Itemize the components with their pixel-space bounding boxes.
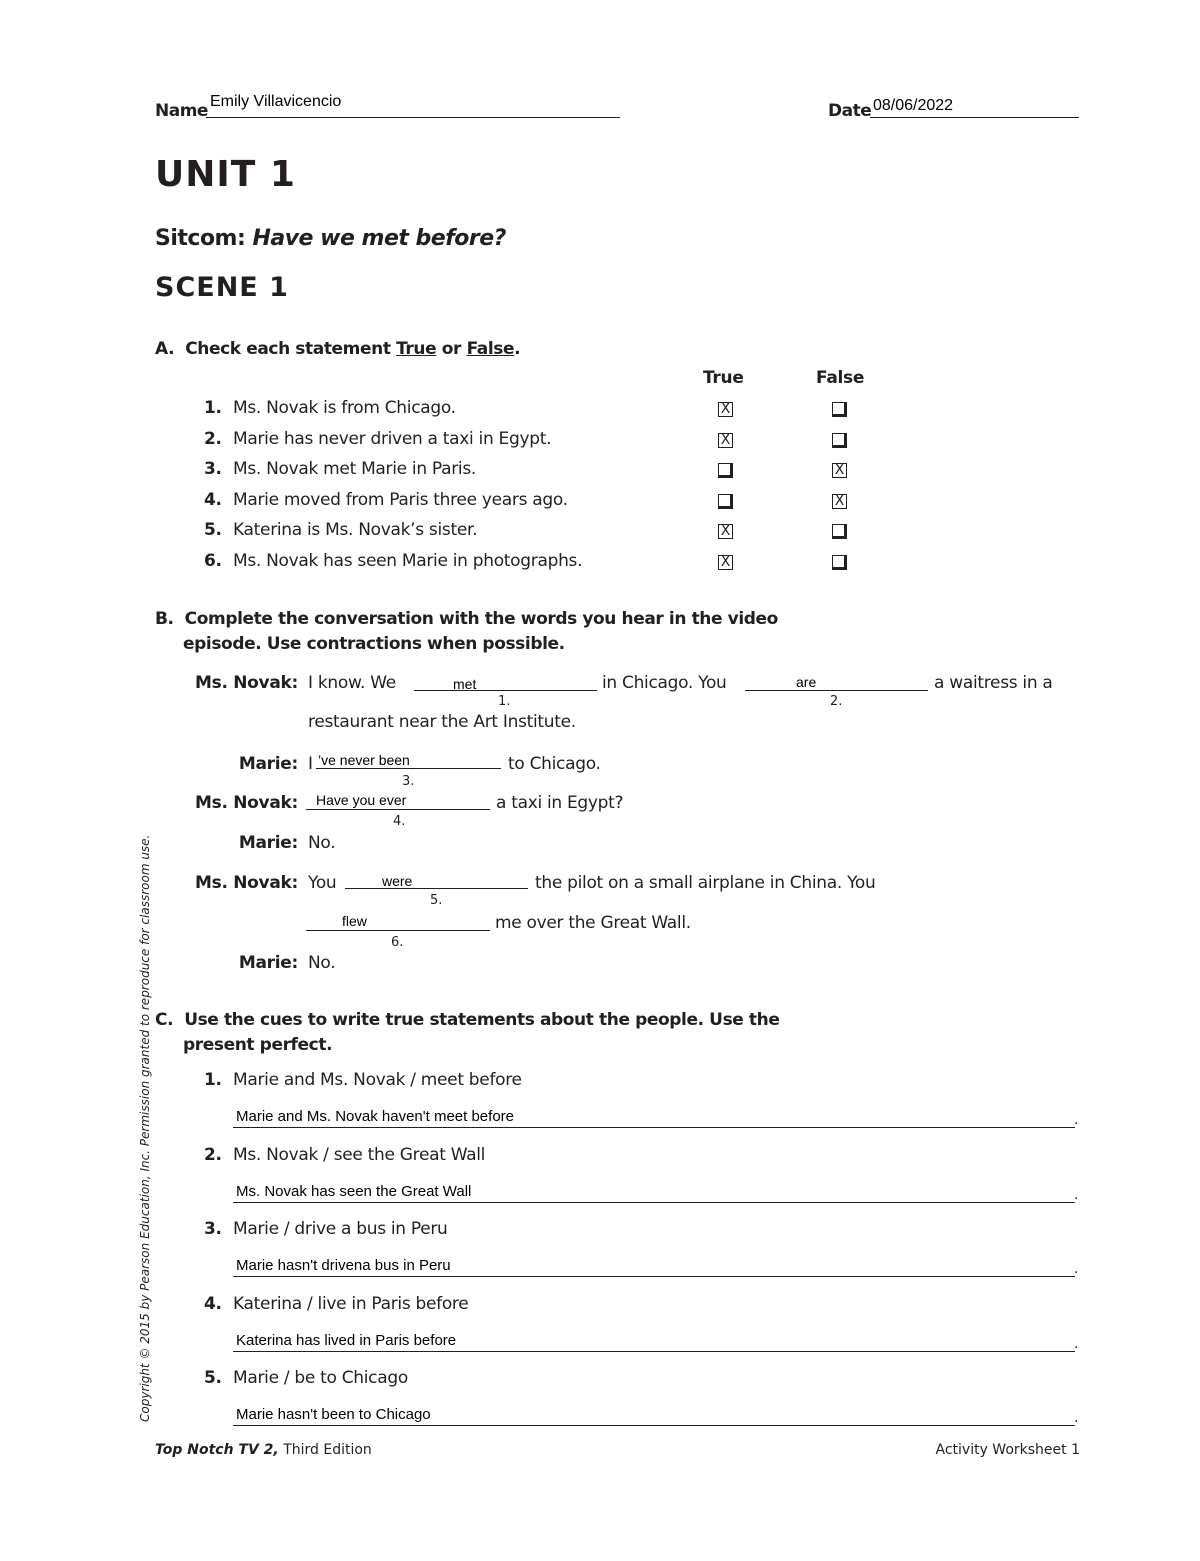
conv-line3-b: to Chicago.: [508, 754, 601, 774]
statement-number: 3.: [204, 459, 222, 479]
cue-text: Marie / drive a bus in Peru: [233, 1219, 448, 1239]
answer-text[interactable]: Marie hasn't drivena bus in Peru: [236, 1257, 451, 1274]
conv-line4-b: a taxi in Egypt?: [496, 793, 624, 813]
cue-text: Marie and Ms. Novak / meet before: [233, 1070, 522, 1090]
true-checkbox[interactable]: X: [718, 402, 733, 417]
blank-3-answer[interactable]: ’ve never been: [318, 752, 410, 768]
section-b-instr-line1: Complete the conversation with the words you hear in the video: [184, 609, 778, 629]
answer-period: .: [1074, 1112, 1079, 1128]
true-checkbox[interactable]: [718, 494, 733, 509]
speaker-marie: Marie:: [238, 833, 298, 853]
statement-text: Ms. Novak is from Chicago.: [233, 398, 456, 418]
statement-text: Ms. Novak has seen Marie in photographs.: [233, 550, 583, 571]
cue-number: 4.: [204, 1293, 222, 1314]
conv-line8: No.: [308, 953, 336, 973]
date-underline: [870, 117, 1079, 118]
true-checkbox[interactable]: X: [718, 433, 733, 448]
conv-line6-a: You: [308, 873, 337, 893]
blank-6-line: [306, 930, 490, 931]
section-a-or-word: or: [441, 339, 462, 359]
conv-line3-a: I: [308, 754, 313, 774]
false-checkbox[interactable]: [832, 402, 847, 417]
answer-line: [233, 1351, 1075, 1352]
answer-line: [233, 1202, 1075, 1203]
column-header-true: True: [703, 368, 744, 388]
true-checkbox[interactable]: X: [718, 555, 733, 570]
section-a-false-word: False: [466, 339, 515, 359]
section-c-instr-line2: present perfect.: [183, 1035, 333, 1055]
speaker-novak: Ms. Novak:: [195, 673, 298, 693]
speaker-marie: Marie:: [238, 953, 298, 973]
answer-line: [233, 1127, 1075, 1128]
answer-text[interactable]: Marie and Ms. Novak haven't meet before: [236, 1108, 514, 1125]
section-a-true-word: True: [396, 339, 437, 359]
blank-4-line: [306, 809, 490, 810]
cue-number: 5.: [204, 1368, 222, 1388]
section-a-letter: A.: [155, 339, 175, 359]
section-b-instr-line2: episode. Use contractions when possible.: [183, 634, 565, 654]
conv-line1-a: I know. We: [308, 673, 396, 693]
answer-line: [233, 1425, 1075, 1426]
cue-number: 1.: [204, 1070, 222, 1090]
answer-period: .: [1074, 1335, 1079, 1352]
blank-4-number: 4.: [393, 814, 406, 829]
answer-text[interactable]: Katerina has lived in Paris before: [236, 1331, 457, 1349]
conv-line2: restaurant near the Art Institute.: [308, 712, 576, 732]
blank-2-line: [745, 690, 928, 691]
speaker-novak: Ms. Novak:: [195, 793, 298, 813]
answer-period: .: [1074, 1261, 1079, 1277]
true-checkbox[interactable]: [718, 463, 733, 478]
section-a-period: .: [514, 339, 521, 359]
statement-number: 4.: [204, 489, 222, 510]
section-c-letter: C.: [155, 1010, 174, 1030]
name-value[interactable]: Emily Villavicencio: [210, 93, 342, 110]
section-c-instr-line1: Use the cues to write true statements about the people. Use the: [184, 1010, 780, 1030]
conv-line7-b: me over the Great Wall.: [495, 913, 691, 933]
false-checkbox[interactable]: [832, 555, 847, 570]
unit-title: UNIT 1: [155, 154, 296, 195]
date-label: Date: [828, 101, 872, 121]
date-value[interactable]: 08/06/2022: [873, 97, 954, 114]
blank-5-number: 5.: [430, 893, 443, 908]
statement-text: Marie has never driven a taxi in Egypt.: [233, 428, 552, 449]
section-a-instructions: [155, 337, 520, 362]
cue-text: Katerina / live in Paris before: [233, 1293, 469, 1314]
statement-number: 6.: [204, 550, 222, 571]
conv-line1-c: a waitress in a: [934, 673, 1053, 693]
statement-number: 5.: [204, 520, 222, 540]
copyright-notice: Copyright © 2015 by Pearson Education, Inc. Permission granted to reproduce for classroom use.: [138, 834, 152, 1422]
statement-text: Ms. Novak met Marie in Paris.: [233, 459, 477, 479]
speaker-novak: Ms. Novak:: [195, 873, 298, 893]
scene-title: SCENE 1: [155, 272, 289, 303]
blank-2-number: 2.: [830, 694, 843, 709]
blank-1-line: [414, 690, 597, 691]
blank-6-answer[interactable]: flew: [342, 913, 367, 929]
answer-text[interactable]: Marie hasn't been to Chicago: [236, 1406, 431, 1423]
conv-line1-b: in Chicago. You: [602, 673, 727, 693]
blank-6-number: 6.: [391, 935, 404, 950]
blank-5-line: [345, 888, 528, 889]
statement-text: Marie moved from Paris three years ago.: [233, 489, 568, 510]
cue-text: Marie / be to Chicago: [233, 1368, 408, 1388]
statement-text: Katerina is Ms. Novak’s sister.: [233, 520, 478, 540]
false-checkbox[interactable]: X: [832, 463, 847, 478]
blank-3-line: [316, 768, 501, 769]
blank-1-number: 1.: [498, 694, 511, 709]
name-underline: [206, 117, 620, 118]
cue-text: Ms. Novak / see the Great Wall: [233, 1144, 486, 1165]
answer-text[interactable]: Ms. Novak has seen the Great Wall: [236, 1182, 472, 1200]
answer-line: [233, 1276, 1075, 1277]
sitcom-heading: [155, 226, 506, 251]
section-a-instr-prefix: Check each statement: [185, 339, 391, 359]
true-checkbox[interactable]: X: [718, 524, 733, 539]
speaker-marie: Marie:: [238, 754, 298, 774]
section-b-letter: B.: [155, 609, 174, 629]
blank-4-answer[interactable]: Have you ever: [316, 792, 407, 808]
false-checkbox[interactable]: [832, 524, 847, 539]
sitcom-title: Have we met before?: [252, 226, 506, 251]
cue-number: 2.: [204, 1144, 222, 1165]
conv-line6-b: the pilot on a small airplane in China. You: [535, 873, 876, 893]
conv-line5: No.: [308, 833, 336, 853]
blank-1-answer[interactable]: met: [453, 676, 477, 692]
footer-worksheet: Activity Worksheet 1: [935, 1442, 1080, 1458]
answer-period: .: [1074, 1410, 1079, 1426]
blank-5-answer[interactable]: were: [382, 873, 413, 889]
statement-number: 2.: [204, 428, 222, 449]
sitcom-label: Sitcom:: [155, 226, 246, 251]
blank-3-number: 3.: [402, 774, 415, 789]
false-checkbox[interactable]: X: [832, 494, 847, 509]
column-header-false: False: [816, 368, 865, 388]
footer-book: [155, 1442, 372, 1458]
footer-book-title: Top Notch TV 2,: [155, 1442, 279, 1458]
false-checkbox[interactable]: [832, 433, 847, 448]
footer-edition: Third Edition: [278, 1442, 372, 1458]
blank-2-answer[interactable]: are: [796, 674, 817, 690]
cue-number: 3.: [204, 1219, 222, 1239]
section-c-instructions: [155, 1008, 780, 1058]
answer-period: .: [1074, 1186, 1079, 1203]
statement-number: 1.: [204, 398, 222, 418]
name-label: Name: [155, 101, 208, 121]
section-b-instructions: [155, 607, 778, 657]
